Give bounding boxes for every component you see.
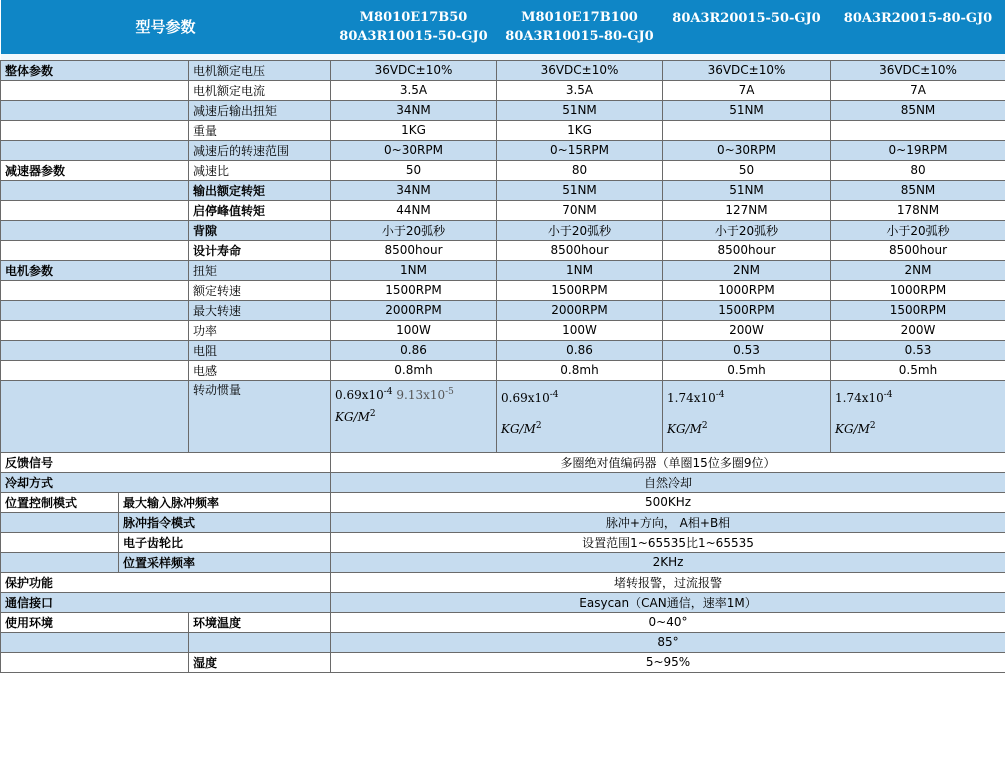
cell: 0~19RPM [831, 140, 1005, 160]
row-label: 扭矩 [189, 260, 331, 280]
group-cell [1, 652, 189, 672]
cell: 7A [831, 80, 1005, 100]
group-protection: 保护功能 [1, 572, 331, 592]
row-rated-speed [1, 280, 1005, 300]
row-life [1, 240, 1005, 260]
row-label: 减速后输出扭矩 [189, 100, 331, 120]
cell: 8500hour [831, 240, 1005, 260]
cell: 8500hour [331, 240, 497, 260]
cell: 0~15RPM [497, 140, 663, 160]
cell: 2NM [831, 260, 1005, 280]
group-cell [1, 140, 189, 160]
cell: 设置范围1~65535比1~65535 [331, 532, 1005, 552]
row-label: 电感 [189, 360, 331, 380]
cell: 小于20弧秒 [497, 220, 663, 240]
cell: 80 [497, 160, 663, 180]
group-cooling: 冷却方式 [1, 472, 331, 492]
cell: 0.86 [497, 340, 663, 360]
group-cell [1, 120, 189, 140]
row-label [189, 632, 331, 652]
row-sample [1, 552, 1005, 572]
row-label: 背隙 [189, 220, 331, 240]
row-rated-torque [1, 180, 1005, 200]
row-current [1, 80, 1005, 100]
header-model-2: M8010E17B100 80A3R10015-80-GJ0 [497, 0, 663, 54]
row-power [1, 320, 1005, 340]
group-cell [1, 360, 189, 380]
group-reducer: 减速器参数 [1, 160, 189, 180]
cell: 127NM [663, 200, 831, 220]
row-weight [1, 120, 1005, 140]
cell [831, 120, 1005, 140]
inertia-cell-1: $0.69x10^{-4}$ $9.13x10^{-5}$ $KG/M^2$ [331, 380, 497, 452]
cell: 1500RPM [663, 300, 831, 320]
inertia-cell-3: $1.74x10^{-4}$ $KG/M^2$ [663, 380, 831, 452]
row-label: 减速后的转速范围 [189, 140, 331, 160]
row-max-pulse [1, 492, 1005, 512]
cell: 0.86 [331, 340, 497, 360]
group-cell [1, 340, 189, 360]
cell: 堵转报警，过流报警 [331, 572, 1005, 592]
header-model-4: 80A3R20015-80-GJ0 [831, 0, 1005, 54]
cell: 1000RPM [831, 280, 1005, 300]
cell: 8500hour [663, 240, 831, 260]
cell: 50 [663, 160, 831, 180]
row-humidity [1, 652, 1005, 672]
group-cell [1, 320, 189, 340]
row-max-speed [1, 300, 1005, 320]
inertia-cell-4: $1.74x10^{-4}$ $KG/M^2$ [831, 380, 1005, 452]
cell: 0.5mh [831, 360, 1005, 380]
cell: 85NM [831, 180, 1005, 200]
cell: 100W [497, 320, 663, 340]
cell: 51NM [663, 100, 831, 120]
cell: 2NM [663, 260, 831, 280]
cell: 1KG [497, 120, 663, 140]
group-overall: 整体参数 [1, 60, 189, 80]
group-motor: 电机参数 [1, 260, 189, 280]
group-cell [1, 532, 119, 552]
cell: 0.5mh [663, 360, 831, 380]
row-env-temp-2 [1, 632, 1005, 652]
row-torque [1, 260, 1005, 280]
cell: 500KHz [331, 492, 1005, 512]
cell: Easycan（CAN通信，速率1M） [331, 592, 1005, 612]
row-label: 电机额定电压 [189, 60, 331, 80]
row-label: 重量 [189, 120, 331, 140]
cell: 1NM [331, 260, 497, 280]
cell: 200W [831, 320, 1005, 340]
group-cell [1, 240, 189, 260]
cell: 51NM [497, 100, 663, 120]
cell: 多圈绝对值编码器（单圈15位多圈9位） [331, 452, 1005, 472]
cell: 小于20弧秒 [331, 220, 497, 240]
cell: 3.5A [497, 80, 663, 100]
cell: 小于20弧秒 [831, 220, 1005, 240]
row-label: 位置采样频率 [119, 552, 331, 572]
cell: 44NM [331, 200, 497, 220]
cell: 1500RPM [497, 280, 663, 300]
row-label: 启停峰值转矩 [189, 200, 331, 220]
row-protection [1, 572, 1005, 592]
cell: 0.53 [831, 340, 1005, 360]
cell: 100W [331, 320, 497, 340]
row-label: 最大输入脉冲频率 [119, 492, 331, 512]
row-gear [1, 532, 1005, 552]
row-resistance [1, 340, 1005, 360]
cell: 36VDC±10% [497, 60, 663, 80]
row-label: 电子齿轮比 [119, 532, 331, 552]
row-label: 电阻 [189, 340, 331, 360]
cell [663, 120, 831, 140]
cell: 0.8mh [497, 360, 663, 380]
group-env: 使用环境 [1, 612, 189, 632]
group-comm: 通信接口 [1, 592, 331, 612]
group-cell [1, 220, 189, 240]
cell: 1NM [497, 260, 663, 280]
group-cell [1, 180, 189, 200]
row-label: 环境温度 [189, 612, 331, 632]
cell: 50 [331, 160, 497, 180]
row-label: 转动惯量 [189, 380, 331, 452]
row-out-torque [1, 100, 1005, 120]
cell: 70NM [497, 200, 663, 220]
row-inertia [1, 380, 1005, 452]
cell: 85° [331, 632, 1005, 652]
row-label: 最大转速 [189, 300, 331, 320]
cell: 0~40° [331, 612, 1005, 632]
cell: 51NM [663, 180, 831, 200]
row-label: 减速比 [189, 160, 331, 180]
row-label: 功率 [189, 320, 331, 340]
cell: 36VDC±10% [331, 60, 497, 80]
cell: 0.53 [663, 340, 831, 360]
cell: 1500RPM [831, 300, 1005, 320]
header-model-1: M8010E17B50 80A3R10015-50-GJ0 [331, 0, 497, 54]
cell: 小于20弧秒 [663, 220, 831, 240]
cell: 51NM [497, 180, 663, 200]
header-title: 型号参数 [1, 0, 331, 54]
row-voltage [1, 60, 1005, 80]
row-cooling [1, 472, 1005, 492]
group-cell [1, 300, 189, 320]
cell: 80 [831, 160, 1005, 180]
row-label: 设计寿命 [189, 240, 331, 260]
group-cell [1, 80, 189, 100]
cell: 7A [663, 80, 831, 100]
cell: 1000RPM [663, 280, 831, 300]
cell: 36VDC±10% [663, 60, 831, 80]
cell: 0~30RPM [663, 140, 831, 160]
row-comm [1, 592, 1005, 612]
cell: 34NM [331, 100, 497, 120]
cell: 脉冲+方向， A相+B相 [331, 512, 1005, 532]
cell: 34NM [331, 180, 497, 200]
row-backlash [1, 220, 1005, 240]
row-ratio [1, 160, 1005, 180]
cell: 1KG [331, 120, 497, 140]
group-cell [1, 200, 189, 220]
row-env-temp [1, 612, 1005, 632]
group-cell [1, 632, 189, 652]
cell: 85NM [831, 100, 1005, 120]
cell: 3.5A [331, 80, 497, 100]
row-label: 脉冲指令模式 [119, 512, 331, 532]
group-cell [1, 552, 119, 572]
cell: 2000RPM [497, 300, 663, 320]
header-row [1, 0, 1005, 54]
header-model-3: 80A3R20015-50-GJ0 [663, 0, 831, 54]
group-position: 位置控制模式 [1, 492, 119, 512]
cell: 2KHz [331, 552, 1005, 572]
row-peak-torque [1, 200, 1005, 220]
cell: 5~95% [331, 652, 1005, 672]
cell: 200W [663, 320, 831, 340]
group-cell [1, 100, 189, 120]
inertia-cell-2: $0.69x10^{-4}$ $KG/M^2$ [497, 380, 663, 452]
row-label: 电机额定电流 [189, 80, 331, 100]
group-feedback: 反馈信号 [1, 452, 331, 472]
row-label: 湿度 [189, 652, 331, 672]
row-pulse-mode [1, 512, 1005, 532]
cell: 自然冷却 [331, 472, 1005, 492]
group-cell [1, 512, 119, 532]
cell: 1500RPM [331, 280, 497, 300]
row-inductance [1, 360, 1005, 380]
group-cell [1, 280, 189, 300]
cell: 8500hour [497, 240, 663, 260]
row-feedback [1, 452, 1005, 472]
cell: 36VDC±10% [831, 60, 1005, 80]
group-cell [1, 380, 189, 452]
cell: 2000RPM [331, 300, 497, 320]
cell: 178NM [831, 200, 1005, 220]
cell: 0~30RPM [331, 140, 497, 160]
row-label: 输出额定转矩 [189, 180, 331, 200]
cell: 0.8mh [331, 360, 497, 380]
row-label: 额定转速 [189, 280, 331, 300]
row-speed-range [1, 140, 1005, 160]
